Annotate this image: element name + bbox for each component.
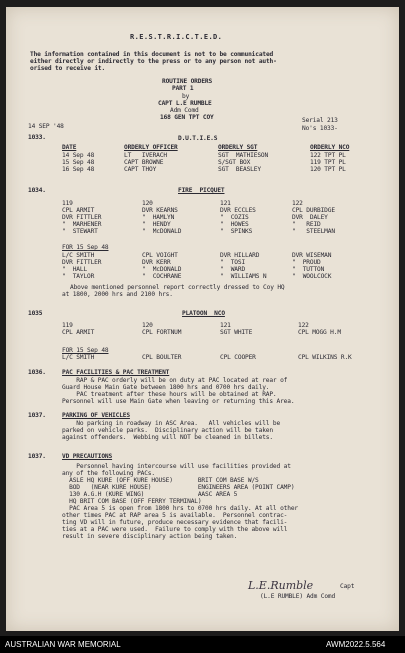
fire2-col-4-line-2: " PROUD: [292, 259, 321, 266]
duty-row-1-sgt: SGT MATHIESON: [218, 152, 269, 159]
fire2-col-2-line-2: DVR KERR: [142, 259, 171, 266]
fire-report-line-1: Above mentioned personnel report correctly dressed to Coy HQ: [70, 284, 285, 291]
orders-officer: CAPT L.E RUMBLE: [158, 100, 212, 107]
vd-line-7: PAC Area 5 is open from 1800 hrs to 0700 hrs daily. At all other: [62, 505, 298, 512]
duty-row-3-nco: 120 TPT PL: [310, 166, 346, 173]
fire2-col-4-line-4: " WOOLCOCK: [292, 273, 332, 280]
vd-line-3: ASLE HQ KURE (OFF KURE HOUSE) BRIT COM BASE W/S: [62, 477, 259, 484]
fire2-col-2-line-4: " COCHRANE: [142, 273, 182, 280]
fire-col-2-line-2: " HAMLYN: [142, 214, 175, 221]
duty-row-2-nco: 119 TPT PL: [310, 159, 346, 166]
orders-title: ROUTINE ORDERS: [162, 78, 213, 85]
document-page: [6, 7, 399, 631]
platoon-122: 122: [298, 322, 309, 329]
fire-col-1-line-4: " STEWART: [62, 228, 98, 235]
duty-row-2-sgt: S/SGT BOX: [218, 159, 251, 166]
duties-header-officer: ORDERLY OFFICER: [124, 144, 178, 151]
duty-row-2-date: 15 Sep 48: [62, 159, 95, 166]
vd-line-2: any of the following PACs.: [62, 470, 155, 477]
fire2-col-1-line-3: " HALL: [62, 266, 88, 273]
platoon-120-nco: CPL FORTNUM: [142, 329, 182, 336]
fire-number: 1034.: [28, 187, 46, 194]
duty-row-1-nco: 122 TPT PL: [310, 152, 346, 159]
fire-col-2-line-4: " McDONALD: [142, 228, 182, 235]
pac-number: 1036.: [28, 369, 46, 376]
fire2-col-1-line-4: " TAYLOR: [62, 273, 95, 280]
vd-line-10: ties at a PAC were used. Failure to comply with the above will: [62, 526, 288, 533]
fire2-col-1-line-1: L/C SMITH: [62, 252, 95, 259]
fire2-col-4-line-3: " TUTTON: [292, 266, 325, 273]
parking-line-2: parked on vehicle parks. Disciplinary action will be taken: [62, 427, 273, 434]
pac-line-4: Personnel will use Main Gate when leaving or returning this Area.: [62, 398, 295, 405]
fire2-col-3-line-1: DVR HILLARD: [220, 252, 260, 259]
duty-row-1-date: 14 Sep 48: [62, 152, 95, 159]
fire-col-1-line-3: " MARHENER: [62, 221, 102, 228]
archive-footer: [0, 636, 405, 653]
vd-line-5: 130 A.G.H (KURE WING) AASC AREA 5: [62, 491, 238, 498]
fire2-col-2-line-3: " McDONALD: [142, 266, 182, 273]
fire2-col-3-line-4: " WILLIAMS N: [220, 273, 267, 280]
vd-number: 1037.: [28, 453, 46, 460]
fire-col-4-line-4: " STEELMAN: [292, 228, 335, 235]
vd-title: VD PRECAUTIONS: [62, 453, 113, 460]
platoon-121: 121: [220, 322, 231, 329]
platoon-for-date: FOR 15 Sep 48: [62, 347, 109, 354]
orders-part: PART 1: [172, 85, 194, 92]
handwritten-signature: L.E.Rumble: [248, 579, 314, 592]
notice-line-3: orised to receive it.: [30, 65, 106, 72]
signature-block: (L.E RUMBLE) Adm Comd: [260, 593, 336, 600]
footer-accession: AWM2022.5.564: [326, 640, 386, 649]
parking-line-3: against offenders. Webbing will NOT be cleaned in billets.: [62, 434, 273, 441]
platoon-122-nco: CPL MOGG H.M: [298, 329, 341, 336]
fire2-col-4-line-1: DVR WISEMAN: [292, 252, 332, 259]
orders-unit: 168 GEN TPT COY: [160, 114, 214, 121]
duties-header-date: DATE: [62, 144, 77, 151]
fire-col-4-line-1: CPL DURBIDGE: [292, 207, 335, 214]
duty-row-2-officer: CAPT BROWNE: [124, 159, 164, 166]
fire-col-3-line-3: " HOWES: [220, 221, 249, 228]
fire-col-3-line-4: " SPINKS: [220, 228, 253, 235]
fire-col-3-line-1: DVR ECCLES: [220, 207, 256, 214]
fire2-col-3-line-2: " TOSI: [220, 259, 246, 266]
vd-line-6: HQ BRIT COM BASE (OFF FERRY TERMINAL): [62, 498, 202, 505]
platoon-120: 120: [142, 322, 153, 329]
orders-role: Adm Comd: [170, 107, 199, 114]
duties-header-nco: ORDERLY NCO: [310, 144, 350, 151]
fire-col-4-platoon: 122: [292, 200, 303, 207]
notice-line-1: The information contained in this document is not to be communicated: [30, 51, 274, 58]
fire-col-3-line-2: " COZIS: [220, 214, 249, 221]
orders-date: 14 SEP '48: [28, 123, 64, 130]
fire-col-2-line-3: " HENDY: [142, 221, 171, 228]
platoon-title: PLATOON NCO: [182, 310, 225, 317]
fire-for-date: FOR 15 Sep 48: [62, 244, 109, 251]
orders-serial: Serial 213: [302, 117, 338, 124]
duties-title: D.U.T.I.E.S: [178, 135, 218, 142]
signature-rank: Capt: [340, 583, 355, 590]
duties-header-sgt: ORDERLY SGT: [218, 144, 258, 151]
platoon2-121-nco: CPL COOPER: [220, 354, 256, 361]
fire-col-4-line-2: DVR DALEY: [292, 214, 328, 221]
fire-col-1-platoon: 119: [62, 200, 73, 207]
fire2-col-3-line-3: " WARD: [220, 266, 246, 273]
vd-line-8: other times PAC at RAP area 5 is available. Personnel contrac-: [62, 512, 288, 519]
platoon-number: 1035: [28, 310, 43, 317]
vd-line-11: result in severe disciplinary action being taken.: [62, 533, 238, 540]
parking-line-1: No parking in roadway in ASC Area. All vehicles will be: [62, 420, 281, 427]
parking-title: PARKING OF VEHICLES: [62, 412, 130, 419]
vd-line-1: Personnel having intercourse will use facilities provided at: [62, 463, 291, 470]
platoon2-119-nco: L/C SMITH: [62, 354, 95, 361]
pac-line-2: Guard House Main Gate between 1800 hrs and 0700 hrs daily.: [62, 384, 270, 391]
platoon2-122-nco: CPL WILKINS R.K: [298, 354, 352, 361]
classification-heading: R.E.S.T.R.I.C.T.E.D.: [130, 33, 223, 41]
fire-col-1-line-2: DVR FITTLER: [62, 214, 102, 221]
platoon-121-nco: SGT WHITE: [220, 329, 253, 336]
fire-col-3-platoon: 121: [220, 200, 231, 207]
pac-title: PAC FACILITIES & PAC TREATMENT: [62, 369, 170, 376]
parking-number: 1037.: [28, 412, 46, 419]
duty-row-3-date: 16 Sep 48: [62, 166, 95, 173]
fire-col-4-line-3: " REID: [292, 221, 321, 228]
fire-report-line-2: at 1800, 2000 hrs and 2100 hrs.: [62, 291, 173, 298]
duty-row-3-sgt: SGT BEASLEY: [218, 166, 261, 173]
vd-line-4: BOD (NEAR KURE HOUSE) ENGINEERS AREA (POINT CAMP): [62, 484, 295, 491]
notice-line-2: either directly or indirectly to the press or to any person not auth-: [30, 58, 277, 65]
orders-by: by: [182, 93, 190, 100]
fire-col-2-platoon: 120: [142, 200, 153, 207]
orders-numbers: No's 1033-: [302, 125, 338, 132]
fire-title: FIRE PICQUET: [178, 187, 225, 194]
fire2-col-2-line-1: CPL VOIGHT: [142, 252, 178, 259]
fire-col-2-line-1: DVR KEARNS: [142, 207, 178, 214]
platoon-119: 119: [62, 322, 73, 329]
duty-row-1-officer: LT IVERACH: [124, 152, 167, 159]
fire-col-1-line-1: CPL ARMIT: [62, 207, 95, 214]
footer-institution: AUSTRALIAN WAR MEMORIAL: [5, 640, 121, 649]
pac-line-3: PAC treatment after these hours will be obtained at RAP.: [62, 391, 277, 398]
platoon-119-nco: CPL ARMIT: [62, 329, 95, 336]
fire2-col-1-line-2: DVR FITTLER: [62, 259, 102, 266]
duties-number: 1033.: [28, 134, 46, 141]
vd-line-9: ting VD will in future, produce necessary evidence that facili-: [62, 519, 288, 526]
duty-row-3-officer: CAPT THOY: [124, 166, 157, 173]
platoon2-120-nco: CPL BOULTER: [142, 354, 182, 361]
pac-line-1: RAP & PAC orderly will be on duty at PAC located at rear of: [62, 377, 288, 384]
